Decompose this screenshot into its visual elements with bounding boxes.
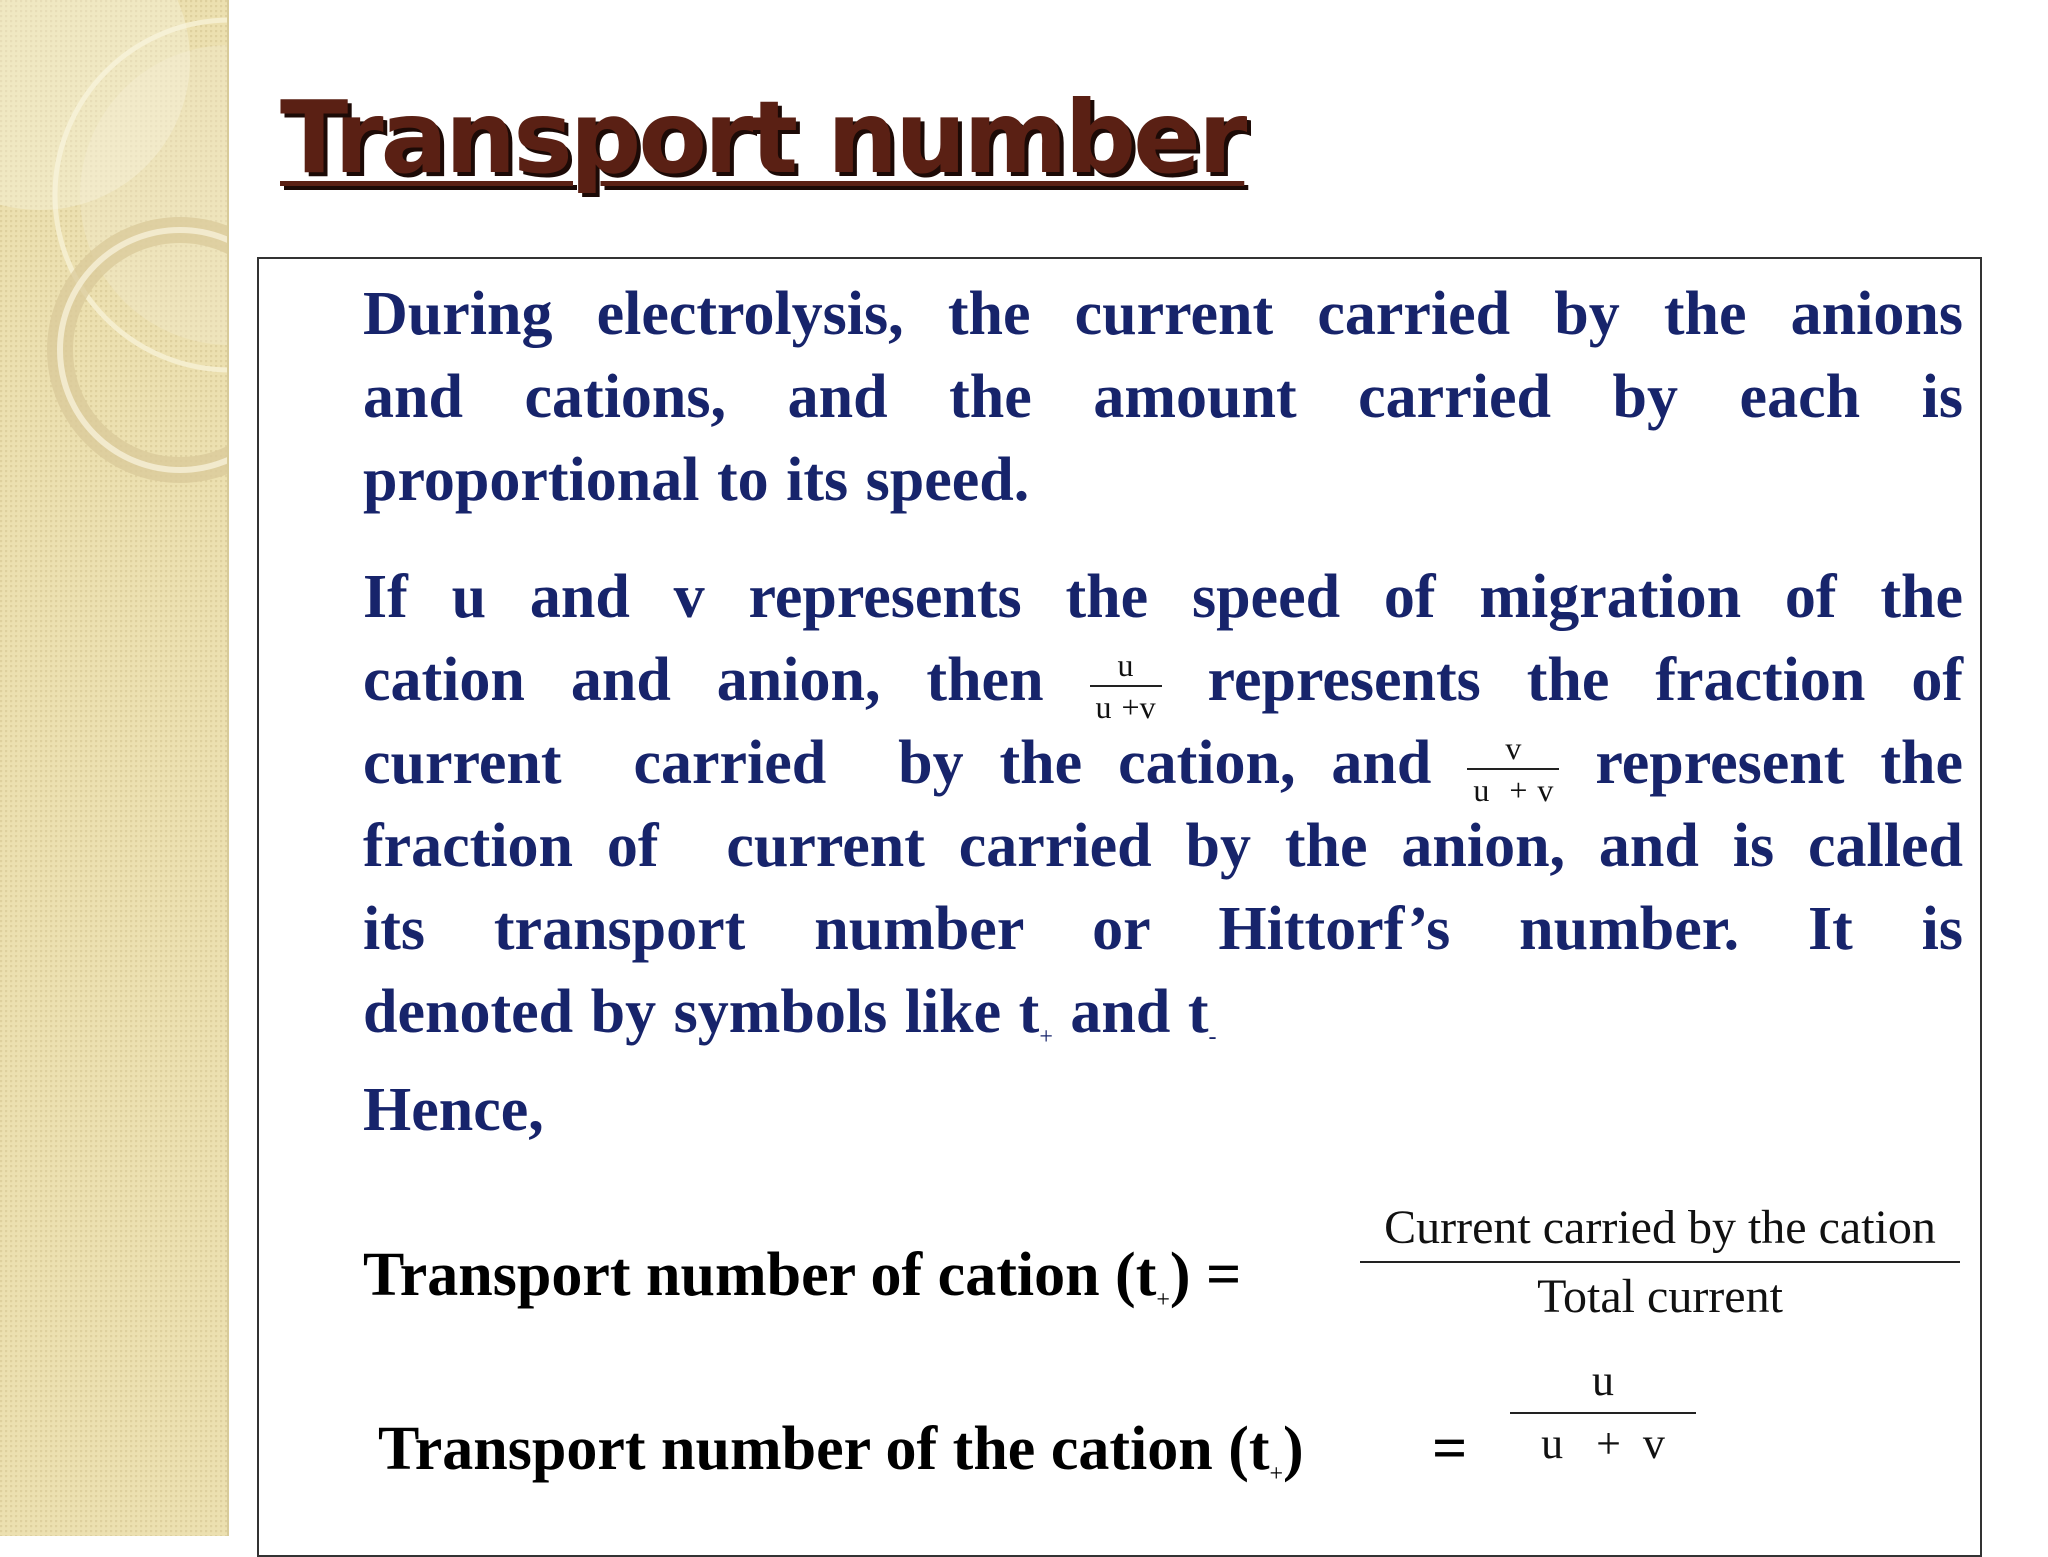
- slide-title: Transport number: [280, 79, 1245, 196]
- formula-1-lhs-start: Transport number of cation (t: [363, 1241, 1157, 1309]
- formula-2-lhs-end: ): [1283, 1415, 1304, 1483]
- decorative-sidebar: [0, 0, 229, 1536]
- anion-fraction: [1467, 729, 1559, 808]
- definition-line-2-start: cation and anion, then: [363, 646, 1044, 714]
- cation-fraction-denominator: u +v: [1090, 685, 1162, 723]
- cation-fraction: [1090, 646, 1162, 725]
- formula-1-subscript: +: [1156, 1287, 1170, 1313]
- definition-line-3-start: current carried by the cation, and: [363, 729, 1432, 797]
- formula-1-fraction: [1360, 1200, 1960, 1324]
- anion-fraction-denominator: u + v: [1467, 768, 1559, 806]
- cation-fraction-numerator: u: [1117, 646, 1134, 683]
- t-minus-subscript: -: [1208, 1024, 1217, 1050]
- definition-paragraph: [363, 556, 1963, 1054]
- definition-line-2-end: represents the fraction of: [1207, 646, 1963, 714]
- intro-paragraph: [363, 273, 1963, 522]
- intro-line-3: proportional to its speed.: [363, 446, 1030, 514]
- definition-line-6-mid: and t: [1052, 978, 1209, 1046]
- definition-line-6: [363, 971, 1963, 1054]
- formula-1-lhs-end: ) =: [1169, 1241, 1242, 1309]
- definition-line-4: fraction of current carried by the anion, and is called: [363, 812, 1963, 880]
- definition-line-3-end: represent the: [1595, 729, 1964, 797]
- formula-2-lhs-start: Transport number of the cation (t: [378, 1415, 1270, 1483]
- formula-1-numerator: Current carried by the cation: [1384, 1201, 1936, 1254]
- definition-line-1: If u and v represents the speed of migration of the: [363, 563, 1963, 631]
- formula-2-lhs: [378, 1414, 1304, 1488]
- intro-line-2: and cations, and the amount carried by each is: [363, 363, 1963, 431]
- definition-line-6-start: denoted by symbols like t: [363, 978, 1040, 1046]
- t-plus-subscript: +: [1039, 1024, 1053, 1050]
- formula-1-denominator: Total current: [1537, 1270, 1783, 1323]
- formula-2-denominator: u + v: [1541, 1419, 1665, 1468]
- decorative-rings-graphic: [0, 0, 229, 560]
- definition-line-5: its transport number or Hittorf’s number. It is: [363, 895, 1963, 963]
- formula-2-equals: =: [1432, 1415, 1468, 1483]
- definition-line-2: [363, 639, 1963, 725]
- definition-line-3: [363, 722, 1964, 808]
- sidebar-edge: [227, 0, 229, 1536]
- formula-2-subscript: +: [1269, 1461, 1284, 1487]
- formula-2-numerator: u: [1592, 1356, 1614, 1405]
- formula-1-lhs: [363, 1240, 1241, 1314]
- hence-label: Hence,: [363, 1076, 544, 1144]
- anion-fraction-numerator: v: [1505, 729, 1522, 766]
- formula-2-fraction: [1510, 1355, 1696, 1469]
- intro-line-1: During electrolysis, the current carried by the anions: [363, 280, 1963, 348]
